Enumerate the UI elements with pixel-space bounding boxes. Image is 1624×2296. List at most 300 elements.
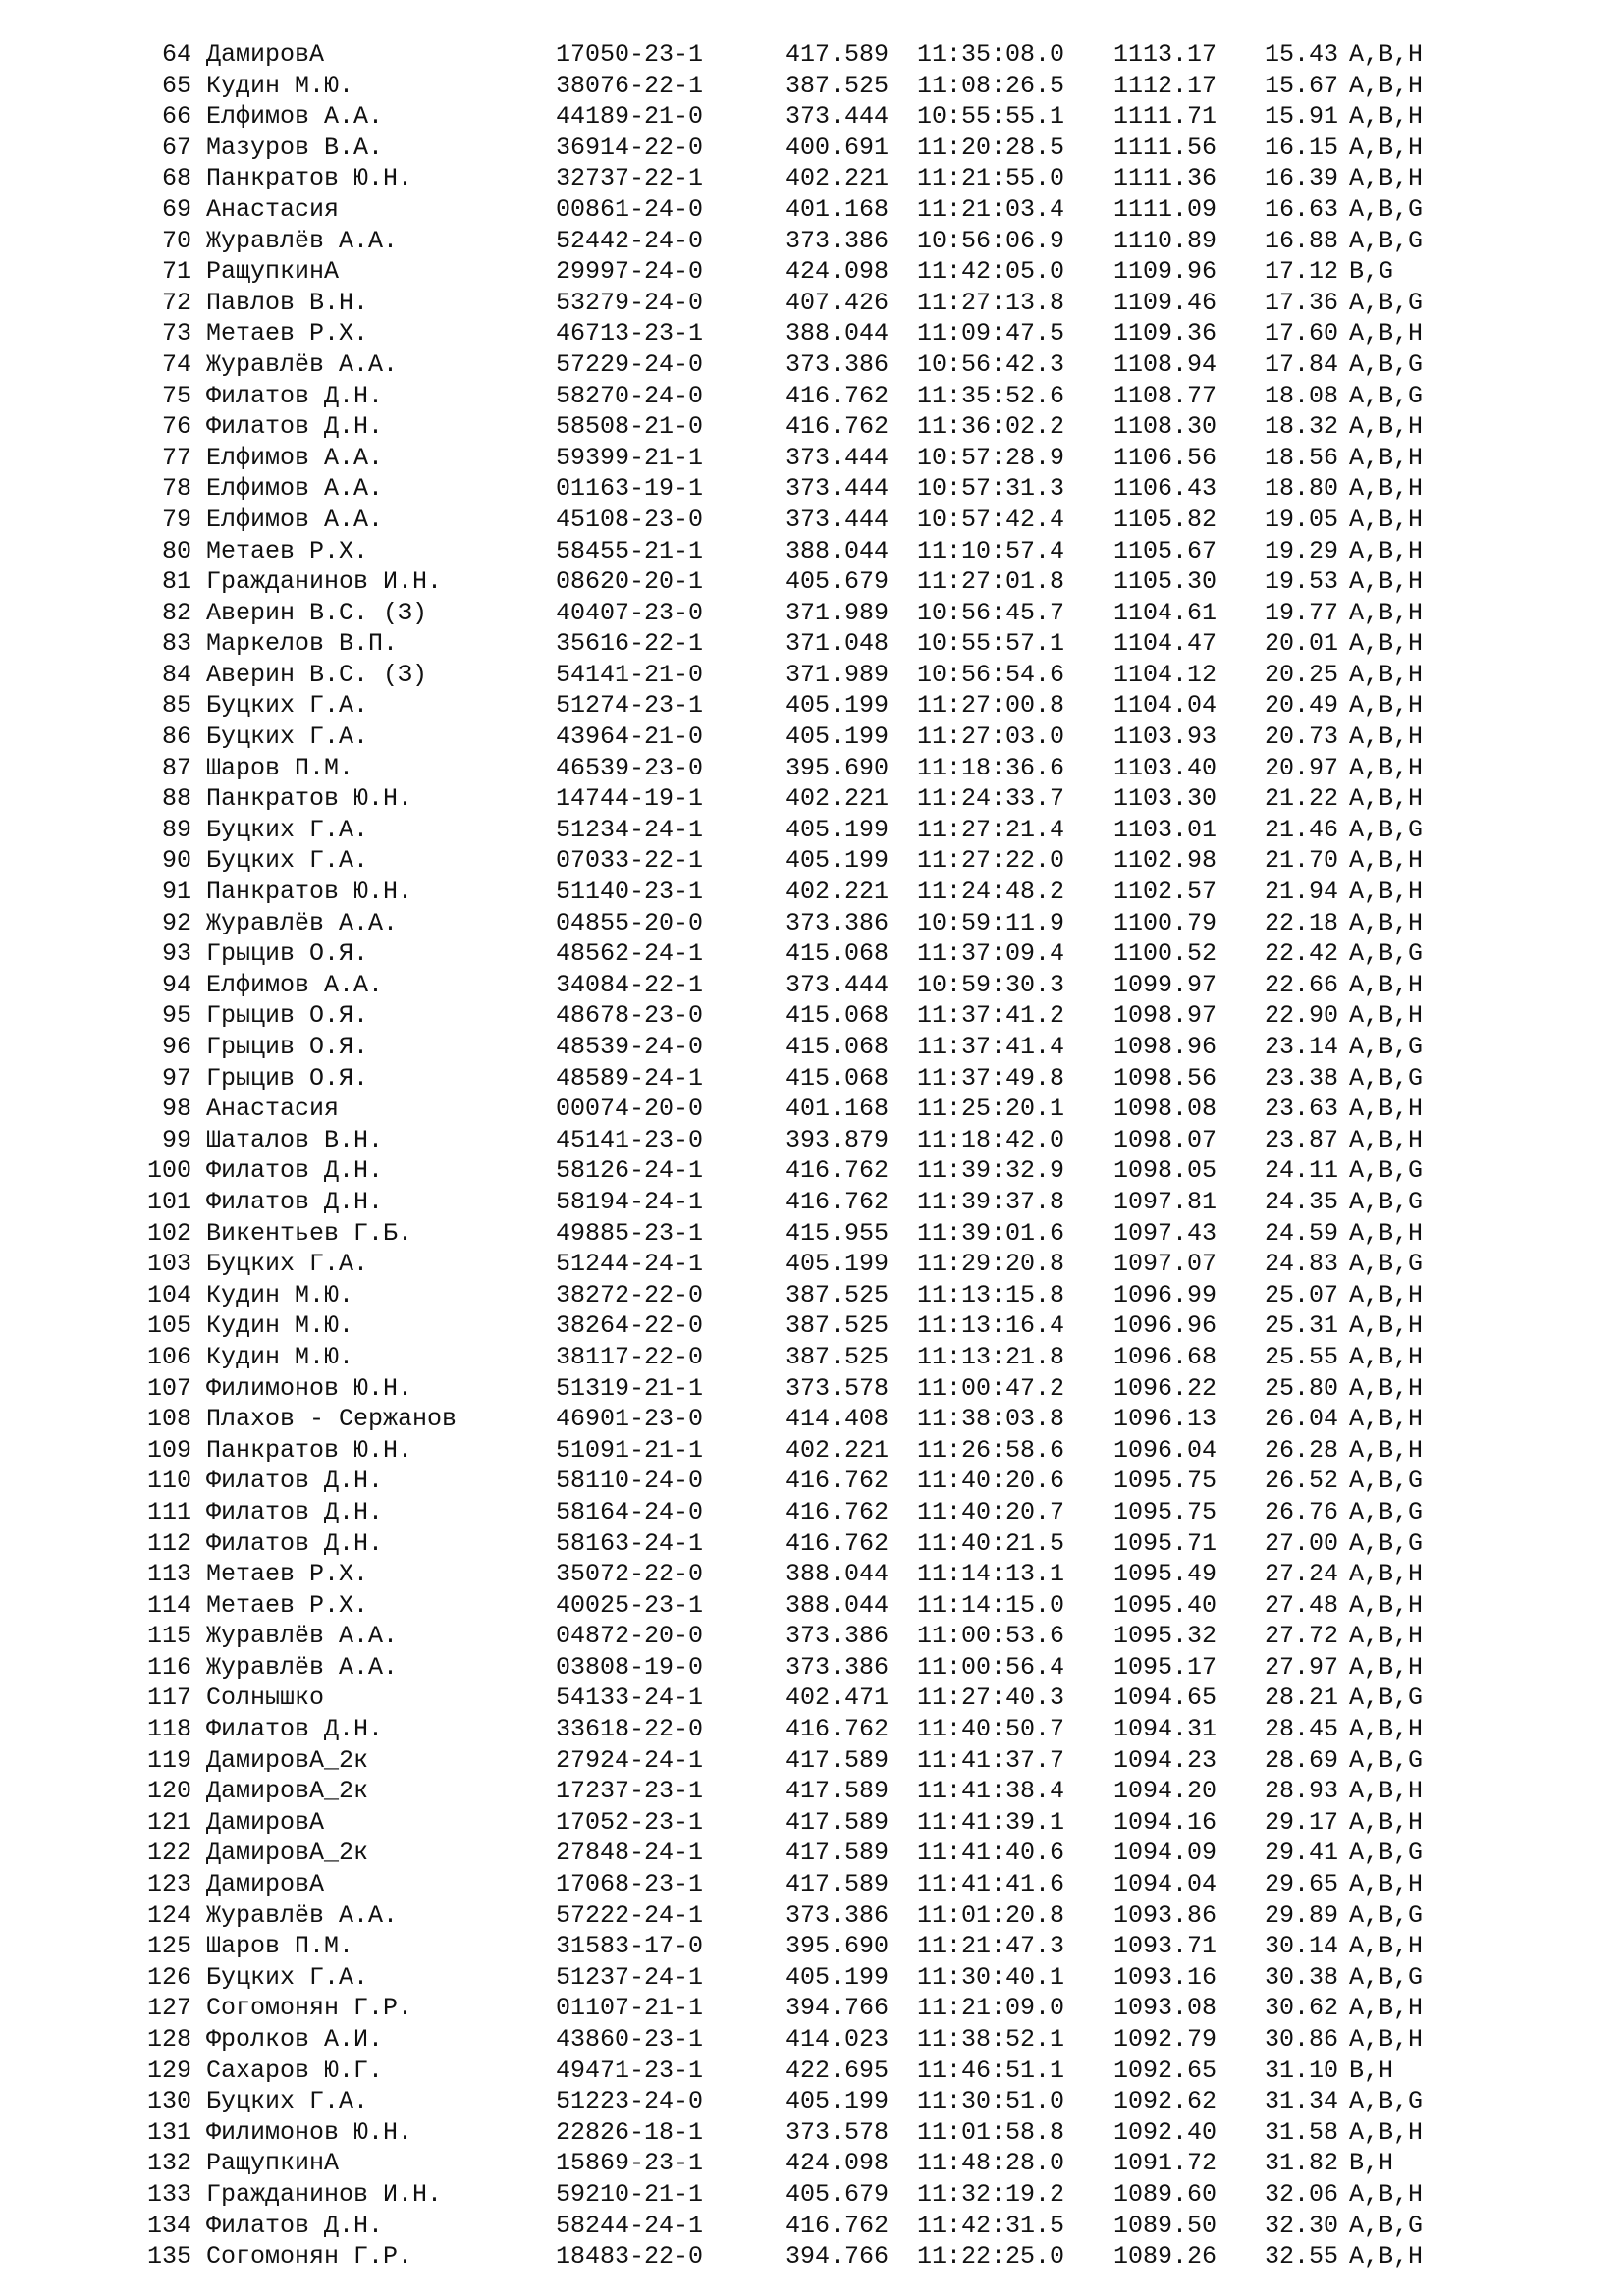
arrival-time: 11:42:31.5 [917,2211,1065,2240]
row-number: 76 [161,412,191,442]
category: A,B,H [1349,536,1424,565]
fancier-name: Маркелов В.П. [206,629,399,659]
ring-number: 58163-24-1 [556,1528,704,1558]
category: A,B,H [1349,691,1424,721]
row-number: 68 [161,164,191,193]
coefficient: 32.06 [1265,2179,1339,2209]
arrival-time: 11:14:15.0 [917,1590,1065,1620]
fancier-name: Сахаров Ю.Г. [206,2056,384,2085]
fancier-name: Буцких Г.А. [206,846,369,876]
coefficient: 26.28 [1265,1435,1339,1465]
coefficient: 25.07 [1265,1280,1339,1309]
table-row [0,1404,1624,1435]
ring-number: 38076-22-1 [556,71,704,100]
coefficient: 32.55 [1265,2242,1339,2271]
category: A,B,G [1349,349,1424,379]
ring-number: 48539-24-0 [556,1033,704,1061]
fancier-name: Елфимов А.А. [206,474,384,504]
ring-number: 44189-21-0 [556,102,704,132]
table-row [0,2179,1624,2211]
fancier-name: Елфимов А.А. [206,102,384,132]
speed: 1104.04 [1113,691,1218,721]
ring-number: 18483-22-0 [556,2242,704,2271]
fancier-name: Шаталов В.Н. [206,1125,384,1154]
category: A,B,G [1349,1962,1424,1992]
table-row [0,721,1624,753]
arrival-time: 11:40:50.7 [917,1715,1065,1744]
distance: 388.044 [785,1560,890,1589]
speed: 1103.30 [1113,784,1218,814]
speed: 1094.04 [1113,1870,1218,1899]
speed: 1095.71 [1113,1528,1218,1558]
fancier-name: ДамировА [206,1870,325,1899]
distance: 388.044 [785,1590,890,1620]
category: A,B,H [1349,1777,1424,1806]
fancier-name: Кудин М.Ю. [206,1280,354,1309]
table-row [0,598,1624,629]
arrival-time: 11:48:28.0 [917,2149,1065,2178]
speed: 1111.09 [1113,194,1218,224]
row-number: 123 [146,1870,191,1899]
row-number: 77 [161,443,191,472]
speed: 1094.16 [1113,1807,1218,1837]
speed: 1108.77 [1113,381,1218,410]
ring-number: 58164-24-0 [556,1497,704,1526]
coefficient: 18.56 [1265,443,1339,472]
speed: 1095.75 [1113,1467,1218,1496]
fancier-name: Филатов Д.Н. [206,381,384,410]
ring-number: 51223-24-0 [556,2087,704,2116]
row-number: 72 [161,288,191,317]
category: A,B,G [1349,1839,1424,1868]
arrival-time: 11:41:39.1 [917,1807,1065,1837]
distance: 373.578 [785,2117,890,2147]
row-number: 69 [161,194,191,224]
row-number: 96 [161,1033,191,1061]
table-row [0,1063,1624,1095]
speed: 1093.71 [1113,1932,1218,1961]
distance: 414.023 [785,2025,890,2054]
arrival-time: 11:40:21.5 [917,1528,1065,1558]
category: B,H [1349,2056,1394,2085]
distance: 415.068 [785,1063,890,1093]
arrival-time: 11:21:47.3 [917,1932,1065,1961]
row-number: 111 [146,1497,191,1526]
table-row [0,1682,1624,1714]
distance: 416.762 [785,381,890,410]
coefficient: 24.83 [1265,1250,1339,1279]
row-number: 127 [146,1994,191,2023]
speed: 1089.50 [1113,2211,1218,2240]
fancier-name: Филатов Д.Н. [206,1467,384,1496]
ring-number: 51319-21-1 [556,1373,704,1403]
row-number: 75 [161,381,191,410]
row-number: 118 [146,1715,191,1744]
speed: 1092.79 [1113,2025,1218,2054]
speed: 1089.26 [1113,2242,1218,2271]
row-number: 85 [161,691,191,721]
coefficient: 22.66 [1265,970,1339,999]
category: A,B,H [1349,1652,1424,1682]
fancier-name: Шаров П.М. [206,753,354,782]
speed: 1105.30 [1113,567,1218,597]
category: A,B,G [1349,1250,1424,1279]
row-number: 67 [161,133,191,162]
arrival-time: 11:27:03.0 [917,722,1065,752]
table-row [0,1745,1624,1777]
distance: 394.766 [785,2242,890,2271]
speed: 1112.17 [1113,71,1218,100]
distance: 405.199 [785,846,890,876]
arrival-time: 11:36:02.2 [917,412,1065,442]
category: A,B,H [1349,1001,1424,1031]
speed: 1092.40 [1113,2117,1218,2147]
arrival-time: 10:59:30.3 [917,970,1065,999]
distance: 388.044 [785,536,890,565]
category: A,B,G [1349,1900,1424,1930]
category: A,B,H [1349,164,1424,193]
results-table [0,39,1624,2272]
row-number: 104 [146,1280,191,1309]
distance: 402.221 [785,878,890,907]
coefficient: 31.58 [1265,2117,1339,2147]
fancier-name: Грыцив О.Я. [206,939,369,969]
row-number: 82 [161,598,191,627]
speed: 1089.60 [1113,2179,1218,2209]
arrival-time: 11:41:41.6 [917,1870,1065,1899]
table-row [0,1497,1624,1528]
coefficient: 23.63 [1265,1095,1339,1124]
coefficient: 29.41 [1265,1839,1339,1868]
speed: 1092.62 [1113,2087,1218,2116]
coefficient: 17.12 [1265,257,1339,287]
arrival-time: 11:38:52.1 [917,2025,1065,2054]
arrival-time: 11:00:53.6 [917,1622,1065,1651]
table-row [0,1187,1624,1218]
category: A,B,G [1349,1033,1424,1061]
ring-number: 49471-23-1 [556,2056,704,2085]
category: A,B,G [1349,1063,1424,1093]
category: A,B,H [1349,878,1424,907]
fancier-name: Журавлёв А.А. [206,1900,399,1930]
arrival-time: 11:46:51.1 [917,2056,1065,2085]
ring-number: 51234-24-1 [556,815,704,844]
arrival-time: 10:57:28.9 [917,443,1065,472]
ring-number: 57222-24-1 [556,1900,704,1930]
fancier-name: Филатов Д.Н. [206,1528,384,1558]
row-number: 83 [161,629,191,659]
distance: 373.444 [785,474,890,504]
row-number: 113 [146,1560,191,1589]
table-row [0,1776,1624,1807]
row-number: 95 [161,1001,191,1031]
ring-number: 38117-22-0 [556,1342,704,1371]
distance: 387.525 [785,1280,890,1309]
table-row [0,690,1624,721]
arrival-time: 10:56:06.9 [917,226,1065,255]
table-row [0,1869,1624,1900]
distance: 415.068 [785,1001,890,1031]
coefficient: 20.25 [1265,660,1339,689]
coefficient: 23.14 [1265,1033,1339,1061]
ring-number: 15869-23-1 [556,2149,704,2178]
row-number: 106 [146,1342,191,1371]
category: A,B,H [1349,1932,1424,1961]
distance: 393.879 [785,1125,890,1154]
row-number: 86 [161,722,191,752]
distance: 416.762 [785,1715,890,1744]
ring-number: 17050-23-1 [556,40,704,69]
distance: 416.762 [785,1467,890,1496]
speed: 1098.07 [1113,1125,1218,1154]
distance: 395.690 [785,1932,890,1961]
table-row [0,2241,1624,2272]
arrival-time: 11:42:05.0 [917,257,1065,287]
table-row [0,660,1624,691]
arrival-time: 11:32:19.2 [917,2179,1065,2209]
speed: 1096.99 [1113,1280,1218,1309]
arrival-time: 11:00:47.2 [917,1373,1065,1403]
speed: 1094.20 [1113,1777,1218,1806]
fancier-name: Согомонян Г.Р. [206,2242,413,2271]
category: A,B,H [1349,1125,1424,1154]
coefficient: 25.55 [1265,1342,1339,1371]
speed: 1104.47 [1113,629,1218,659]
ring-number: 58270-24-0 [556,381,704,410]
row-number: 133 [146,2179,191,2209]
coefficient: 20.49 [1265,691,1339,721]
row-number: 71 [161,257,191,287]
coefficient: 21.22 [1265,784,1339,814]
row-number: 117 [146,1683,191,1713]
ring-number: 14744-19-1 [556,784,704,814]
speed: 1108.30 [1113,412,1218,442]
speed: 1094.23 [1113,1745,1218,1775]
coefficient: 20.01 [1265,629,1339,659]
fancier-name: Анастасия [206,1095,340,1124]
table-row [0,1621,1624,1652]
arrival-time: 11:01:20.8 [917,1900,1065,1930]
distance: 402.221 [785,784,890,814]
table-row [0,628,1624,660]
fancier-name: Филатов Д.Н. [206,1187,384,1216]
fancier-name: Шаров П.М. [206,1932,354,1961]
category: A,B,H [1349,1715,1424,1744]
ring-number: 46901-23-0 [556,1405,704,1434]
row-number: 114 [146,1590,191,1620]
ring-number: 03808-19-0 [556,1652,704,1682]
table-row [0,970,1624,1001]
row-number: 93 [161,939,191,969]
row-number: 88 [161,784,191,814]
ring-number: 59399-21-1 [556,443,704,472]
arrival-time: 10:56:54.6 [917,660,1065,689]
fancier-name: Панкратов Ю.Н. [206,1435,413,1465]
ring-number: 58455-21-1 [556,536,704,565]
arrival-time: 10:56:42.3 [917,349,1065,379]
distance: 417.589 [785,40,890,69]
arrival-time: 11:24:48.2 [917,878,1065,907]
fancier-name: Буцких Г.А. [206,815,369,844]
speed: 1093.16 [1113,1962,1218,1992]
distance: 414.408 [785,1405,890,1434]
ring-number: 43964-21-0 [556,722,704,752]
table-row [0,163,1624,194]
coefficient: 26.04 [1265,1405,1339,1434]
coefficient: 16.39 [1265,164,1339,193]
distance: 373.386 [785,349,890,379]
ring-number: 00861-24-0 [556,194,704,224]
category: A,B,H [1349,1994,1424,2023]
arrival-time: 10:56:45.7 [917,598,1065,627]
category: A,B,H [1349,1870,1424,1899]
distance: 373.444 [785,505,890,534]
coefficient: 18.08 [1265,381,1339,410]
speed: 1094.31 [1113,1715,1218,1744]
row-number: 98 [161,1095,191,1124]
arrival-time: 11:35:08.0 [917,40,1065,69]
distance: 388.044 [785,319,890,348]
category: A,B,G [1349,815,1424,844]
category: A,B,H [1349,722,1424,752]
distance: 402.221 [785,1435,890,1465]
row-number: 120 [146,1777,191,1806]
fancier-name: Буцких Г.А. [206,691,369,721]
speed: 1104.61 [1113,598,1218,627]
table-row [0,2148,1624,2179]
speed: 1111.36 [1113,164,1218,193]
ring-number: 36914-22-0 [556,133,704,162]
arrival-time: 11:13:16.4 [917,1311,1065,1341]
speed: 1096.68 [1113,1342,1218,1371]
table-row [0,1993,1624,2024]
coefficient: 16.15 [1265,133,1339,162]
row-number: 130 [146,2087,191,2116]
category: A,B,H [1349,412,1424,442]
row-number: 119 [146,1745,191,1775]
distance: 394.766 [785,1994,890,2023]
table-row [0,1900,1624,1932]
table-row [0,349,1624,381]
table-row [0,133,1624,164]
coefficient: 24.35 [1265,1187,1339,1216]
fancier-name: Павлов В.Н. [206,288,369,317]
category: A,B,G [1349,1467,1424,1496]
table-row [0,71,1624,102]
arrival-time: 11:41:38.4 [917,1777,1065,1806]
arrival-time: 11:39:37.8 [917,1187,1065,1216]
table-row [0,473,1624,505]
fancier-name: Буцких Г.А. [206,722,369,752]
table-row [0,505,1624,536]
speed: 1109.96 [1113,257,1218,287]
distance: 395.690 [785,753,890,782]
table-row [0,1280,1624,1311]
category: A,B,H [1349,1373,1424,1403]
distance: 405.679 [785,567,890,597]
fancier-name: Журавлёв А.А. [206,349,399,379]
arrival-time: 11:41:40.6 [917,1839,1065,1868]
table-row [0,1373,1624,1405]
speed: 1111.71 [1113,102,1218,132]
distance: 405.199 [785,2087,890,2116]
category: A,B,H [1349,2025,1424,2054]
arrival-time: 10:57:42.4 [917,505,1065,534]
row-number: 134 [146,2211,191,2240]
fancier-name: Журавлёв А.А. [206,1652,399,1682]
arrival-time: 10:55:55.1 [917,102,1065,132]
row-number: 126 [146,1962,191,1992]
fancier-name: Грыцив О.Я. [206,1063,369,1093]
fancier-name: Мазуров В.А. [206,133,384,162]
ring-number: 52442-24-0 [556,226,704,255]
speed: 1095.49 [1113,1560,1218,1589]
fancier-name: Филатов Д.Н. [206,1497,384,1526]
speed: 1098.96 [1113,1033,1218,1061]
arrival-time: 11:27:00.8 [917,691,1065,721]
coefficient: 30.86 [1265,2025,1339,2054]
distance: 417.589 [785,1807,890,1837]
coefficient: 32.30 [1265,2211,1339,2240]
arrival-time: 11:41:37.7 [917,1745,1065,1775]
fancier-name: ДамировА_2к [206,1745,369,1775]
distance: 387.525 [785,1311,890,1341]
ring-number: 51237-24-1 [556,1962,704,1992]
category: A,B,G [1349,381,1424,410]
distance: 415.068 [785,1033,890,1061]
table-row [0,318,1624,349]
coefficient: 19.29 [1265,536,1339,565]
fancier-name: РащупкинА [206,2149,340,2178]
fancier-name: Филимонов Ю.Н. [206,2117,413,2147]
coefficient: 25.80 [1265,1373,1339,1403]
distance: 373.444 [785,102,890,132]
coefficient: 26.76 [1265,1497,1339,1526]
fancier-name: Солнышко [206,1683,325,1713]
table-row [0,845,1624,877]
coefficient: 31.82 [1265,2149,1339,2178]
coefficient: 27.97 [1265,1652,1339,1682]
coefficient: 30.62 [1265,1994,1339,2023]
ring-number: 49885-23-1 [556,1218,704,1248]
row-number: 90 [161,846,191,876]
ring-number: 04872-20-0 [556,1622,704,1651]
ring-number: 54133-24-1 [556,1683,704,1713]
coefficient: 16.63 [1265,194,1339,224]
category: A,B,H [1349,1435,1424,1465]
fancier-name: Метаев Р.Х. [206,536,369,565]
table-row [0,1466,1624,1497]
arrival-time: 11:37:41.2 [917,1001,1065,1031]
ring-number: 00074-20-0 [556,1095,704,1124]
coefficient: 29.89 [1265,1900,1339,1930]
table-row [0,1125,1624,1156]
speed: 1103.93 [1113,722,1218,752]
arrival-time: 11:27:21.4 [917,815,1065,844]
category: A,B,H [1349,1311,1424,1341]
speed: 1097.07 [1113,1250,1218,1279]
row-number: 78 [161,474,191,504]
distance: 401.168 [785,194,890,224]
speed: 1111.56 [1113,133,1218,162]
speed: 1109.46 [1113,288,1218,317]
category: A,B,G [1349,226,1424,255]
table-row [0,1962,1624,1994]
coefficient: 20.97 [1265,753,1339,782]
row-number: 74 [161,349,191,379]
arrival-time: 10:55:57.1 [917,629,1065,659]
coefficient: 27.72 [1265,1622,1339,1651]
